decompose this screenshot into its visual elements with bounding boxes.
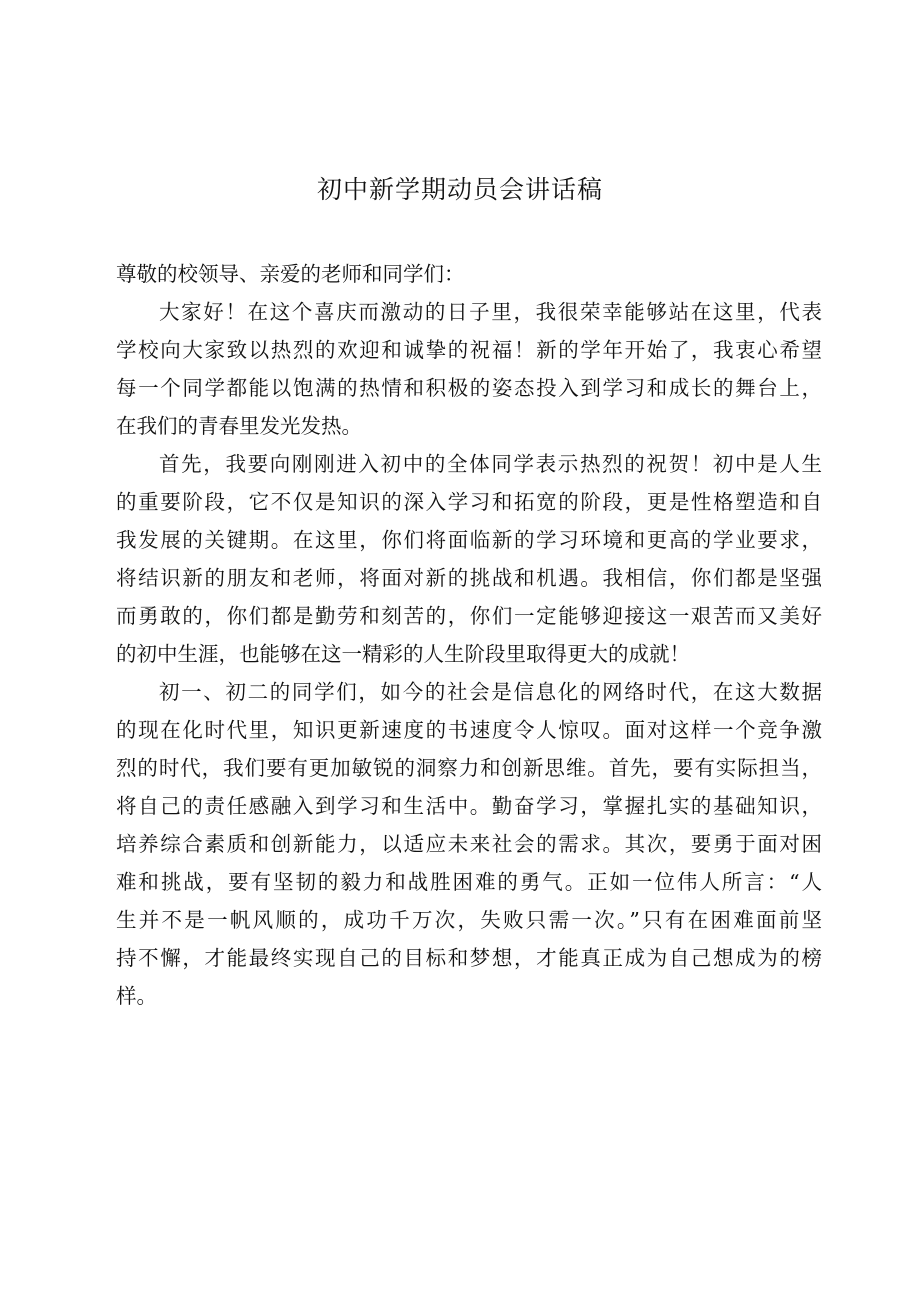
paragraph-line: 样。 bbox=[116, 984, 157, 1008]
paragraph-line: 学校向大家致以热烈的欢迎和诚挚的祝福！新的学年开始了，我衷心希望 bbox=[116, 338, 822, 362]
paragraph-line: 将自己的责任感融入到学习和生活中。勤奋学习，掌握扎实的基础知识， bbox=[116, 794, 822, 818]
paragraph-line: 首先，我要向刚刚进入初中的全体同学表示热烈的祝贺！初中是人生 bbox=[159, 452, 822, 476]
paragraph-line: 每一个同学都能以饱满的热情和积极的姿态投入到学习和成长的舞台上， bbox=[116, 376, 822, 400]
paragraph-line: 的初中生涯，也能够在这一精彩的人生阶段里取得更大的成就！ bbox=[116, 642, 690, 666]
paragraph-senior-students bbox=[116, 673, 822, 1015]
salutation: 尊敬的校领导、亲爱的老师和同学们： bbox=[116, 262, 465, 286]
document-body bbox=[116, 255, 822, 1015]
paragraph-line: 在我们的青春里发光发热。 bbox=[116, 414, 362, 438]
paragraph-line: 将结识新的朋友和老师，将面对新的挑战和机遇。我相信，你们都是坚强 bbox=[116, 566, 822, 590]
paragraph-line: 的重要阶段，它不仅是知识的深入学习和拓宽的阶段，更是性格塑造和自 bbox=[116, 490, 822, 514]
paragraph-line: 持不懈，才能最终实现自己的目标和梦想，才能真正成为自己想成为的榜 bbox=[116, 946, 822, 970]
paragraph-line: 培养综合素质和创新能力，以适应未来社会的需求。其次，要勇于面对困 bbox=[116, 832, 822, 856]
paragraph-line: 初一、初二的同学们，如今的社会是信息化的网络时代，在这大数据 bbox=[159, 680, 822, 704]
paragraph-line: 的现在化时代里，知识更新速度的书速度令人惊叹。面对这样一个竞争激 bbox=[116, 718, 822, 742]
paragraph-greeting bbox=[116, 293, 822, 445]
paragraph-line: 而勇敢的，你们都是勤劳和刻苦的，你们一定能够迎接这一艰苦而又美好 bbox=[116, 604, 822, 628]
paragraph-line: 烈的时代，我们要有更加敏锐的洞察力和创新思维。首先，要有实际担当， bbox=[116, 756, 822, 780]
paragraph-line: 我发展的关键期。在这里，你们将面临新的学习环境和更高的学业要求， bbox=[116, 528, 822, 552]
paragraph-line: 大家好！在这个喜庆而激动的日子里，我很荣幸能够站在这里，代表 bbox=[159, 300, 822, 324]
paragraph-congratulations bbox=[116, 445, 822, 673]
paragraph-line: 难和挑战，要有坚韧的毅力和战胜困难的勇气。正如一位伟人所言：“人 bbox=[116, 870, 822, 894]
paragraph-line: 生并不是一帆风顺的，成功千万次，失败只需一次。”只有在困难面前坚 bbox=[116, 908, 822, 932]
document-title: 初中新学期动员会讲话稿 bbox=[316, 175, 603, 204]
